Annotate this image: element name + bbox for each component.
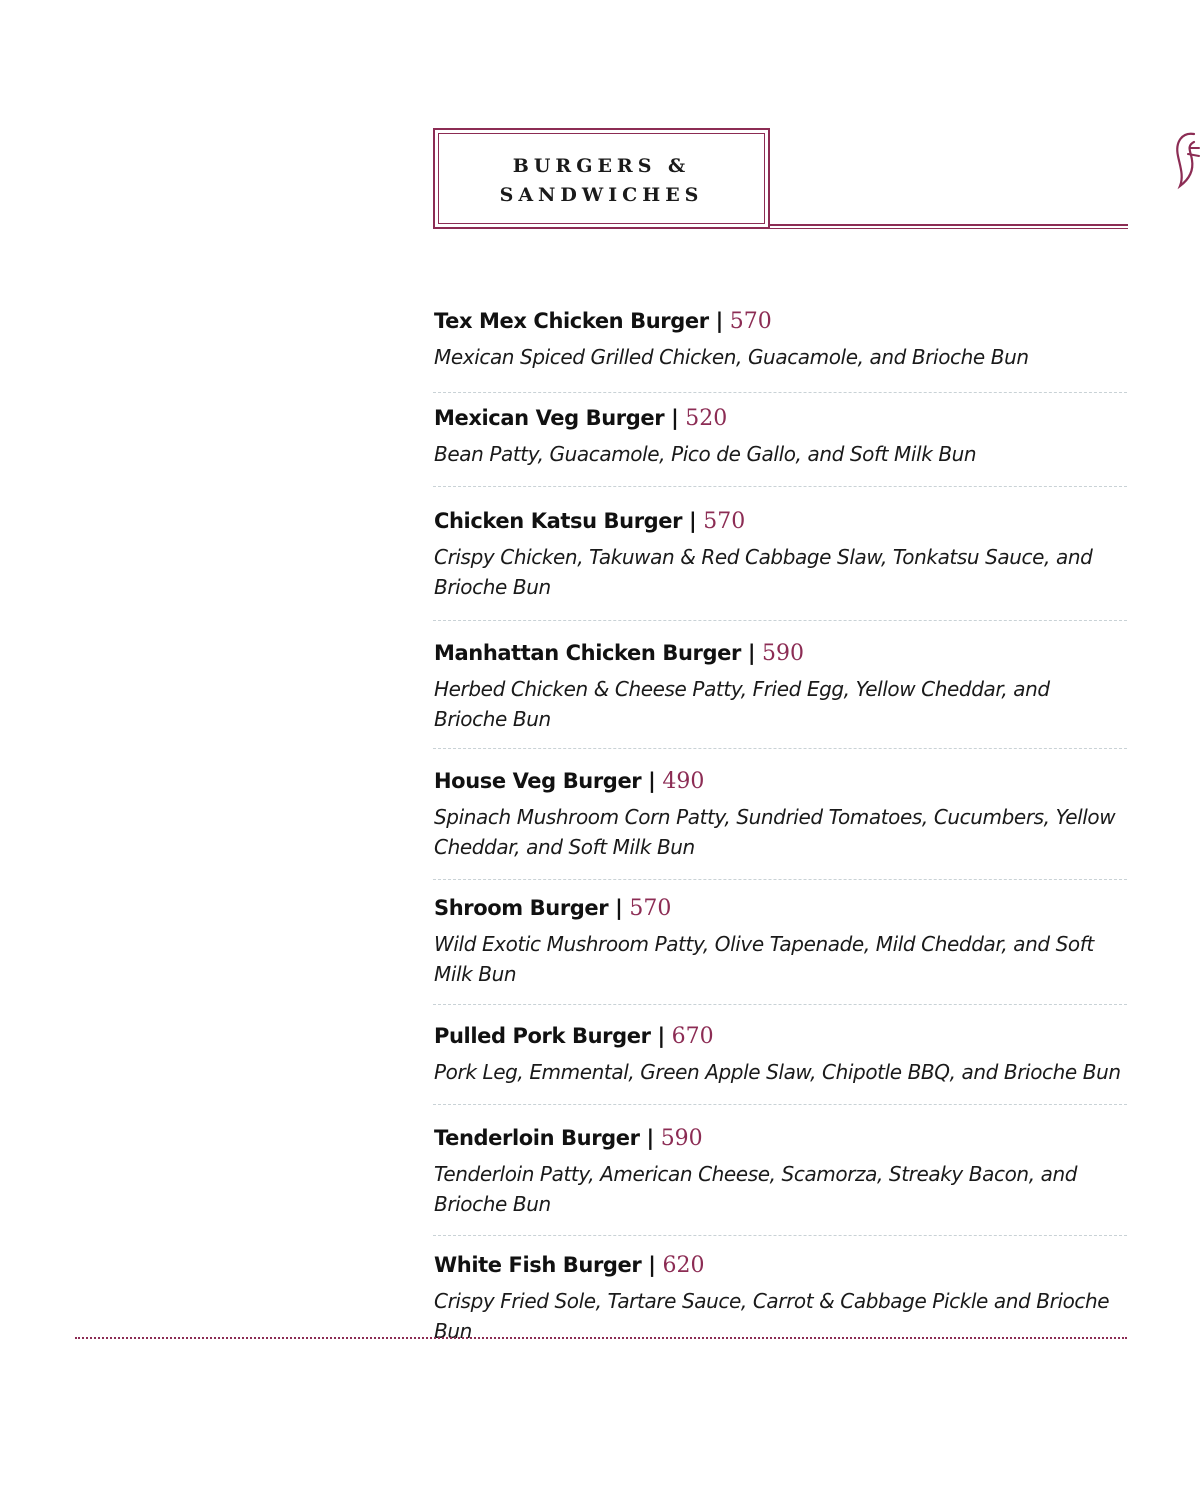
item-separator: | xyxy=(608,896,630,920)
item-divider xyxy=(433,1235,1127,1236)
item-description: Pork Leg, Emmental, Green Apple Slaw, Chipotle BBQ, and Brioche Bun xyxy=(434,1060,1121,1084)
item-price: 670 xyxy=(671,1024,714,1049)
item-name: White Fish Burger xyxy=(434,1253,642,1277)
item-title xyxy=(434,308,1128,335)
item-separator: | xyxy=(664,406,686,430)
item-divider xyxy=(433,392,1127,393)
item-name: House Veg Burger xyxy=(434,769,642,793)
menu-item xyxy=(434,1125,1128,1219)
item-price: 590 xyxy=(762,641,805,666)
item-price: 570 xyxy=(703,509,746,534)
item-description: Crispy Chicken, Takuwan & Red Cabbage Slaw, Tonkatsu Sauce, and Brioche Bun xyxy=(434,545,1093,599)
section-header-box xyxy=(433,128,770,229)
item-divider xyxy=(433,879,1127,880)
item-divider xyxy=(433,748,1127,749)
item-name: Shroom Burger xyxy=(434,896,609,920)
menu-item xyxy=(434,895,1128,989)
item-description: Tenderloin Patty, American Cheese, Scamorza, Streaky Bacon, and Brioche Bun xyxy=(434,1162,1078,1216)
menu-item xyxy=(434,640,1128,734)
item-description: Herbed Chicken & Cheese Patty, Fried Egg, Yellow Cheddar, and Brioche Bun xyxy=(434,677,1050,731)
item-price: 490 xyxy=(662,769,705,794)
brand-logo-icon xyxy=(1172,128,1200,190)
item-separator: | xyxy=(641,1253,663,1277)
item-name: Pulled Pork Burger xyxy=(434,1024,651,1048)
item-price: 570 xyxy=(629,896,672,921)
bottom-rule xyxy=(75,1337,1127,1339)
item-description: Crispy Fried Sole, Tartare Sauce, Carrot & Cabbage Pickle and Brioche Bun xyxy=(434,1289,1110,1343)
item-name: Mexican Veg Burger xyxy=(434,406,665,430)
item-title xyxy=(434,895,1128,922)
item-price: 570 xyxy=(729,309,772,334)
item-name: Manhattan Chicken Burger xyxy=(434,641,741,665)
menu-item xyxy=(434,768,1128,862)
item-separator: | xyxy=(682,509,704,533)
item-name: Tenderloin Burger xyxy=(434,1126,640,1150)
menu-item xyxy=(434,1023,1128,1087)
item-description: Spinach Mushroom Corn Patty, Sundried Tomatoes, Cucumbers, Yellow Cheddar, and Soft Milk Bun xyxy=(434,805,1116,859)
item-divider xyxy=(433,1004,1127,1005)
item-separator: | xyxy=(708,309,730,333)
item-title xyxy=(434,1125,1128,1152)
item-divider xyxy=(433,1104,1127,1105)
item-title xyxy=(434,768,1128,795)
item-title xyxy=(434,1023,1128,1050)
item-divider xyxy=(433,620,1127,621)
item-name: Chicken Katsu Burger xyxy=(434,509,683,533)
item-title xyxy=(434,508,1128,535)
item-title xyxy=(434,1252,1128,1279)
item-title xyxy=(434,640,1128,667)
menu-item xyxy=(434,405,1128,469)
menu-item xyxy=(434,1252,1128,1346)
item-title xyxy=(434,405,1128,432)
section-title: BURGERS & SANDWICHES xyxy=(499,155,704,206)
item-divider xyxy=(433,486,1127,487)
item-description: Mexican Spiced Grilled Chicken, Guacamole, and Brioche Bun xyxy=(434,345,1029,369)
header-rule xyxy=(770,224,1128,227)
item-separator: | xyxy=(639,1126,661,1150)
item-separator: | xyxy=(641,769,663,793)
menu-item xyxy=(434,508,1128,602)
item-name: Tex Mex Chicken Burger xyxy=(434,309,709,333)
item-separator: | xyxy=(740,641,763,665)
item-description: Wild Exotic Mushroom Patty, Olive Tapenade, Mild Cheddar, and Soft Milk Bun xyxy=(434,932,1094,986)
item-price: 520 xyxy=(685,406,728,431)
menu-item xyxy=(434,308,1128,372)
item-description: Bean Patty, Guacamole, Pico de Gallo, and Soft Milk Bun xyxy=(434,442,977,466)
item-price: 590 xyxy=(660,1126,703,1151)
item-separator: | xyxy=(650,1024,672,1048)
item-price: 620 xyxy=(662,1253,705,1278)
